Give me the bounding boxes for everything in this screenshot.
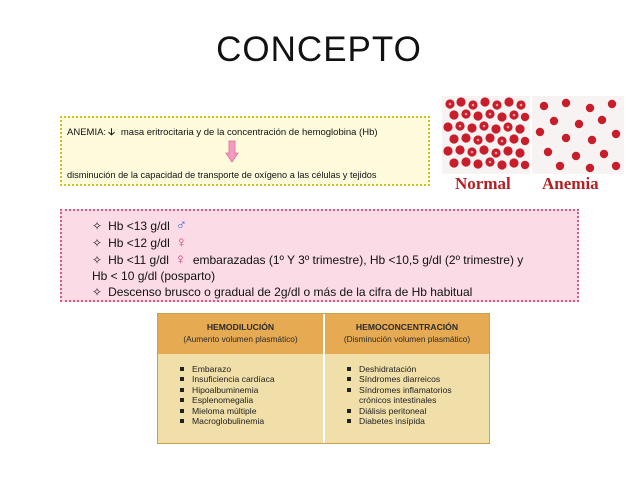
female-symbol-icon: ♀ (175, 234, 188, 251)
criteria-item-postpartum: Hb < 10 g/dl (posparto) (92, 269, 216, 283)
hemoglobin-criteria-box (60, 209, 579, 302)
list-item: Insuficiencia cardíaca (180, 374, 275, 384)
definition-line-1-text: masa eritrocitaria y de la concentración de hemoglobina (Hb) (120, 127, 378, 138)
list-item: Macroglobulinemia (180, 416, 275, 426)
list-item: Embarazo (180, 364, 275, 374)
list-item: Síndromes diarreicos (347, 374, 452, 384)
anemia-label: Anemia (542, 174, 599, 193)
page-title: CONCEPTO (216, 30, 422, 69)
definition-box (60, 116, 430, 186)
anemia-blood-cells-image (532, 96, 624, 174)
down-arrow-icon: 🡣 (108, 127, 115, 138)
male-symbol-icon: ♂ (175, 217, 188, 234)
list-item: Hipoalbuminemia (180, 385, 275, 395)
criteria-item-female (92, 235, 187, 251)
list-item: Mieloma múltiple (180, 406, 275, 416)
criteria-text: Hb <12 g/dl (108, 236, 170, 250)
definition-line-2: disminución de la capacidad de transporte de oxígeno a las células y tejidos (67, 170, 377, 180)
hemoconcentration-subtitle: (Disminución volumen plasmático) (343, 334, 471, 344)
star-bullet-icon: ✧ (92, 219, 103, 233)
definition-line-1 (67, 125, 378, 141)
normal-blood-cells-image (442, 96, 530, 174)
criteria-item-male (92, 218, 187, 234)
criteria-text: Descenso brusco o gradual de 2g/dl o más de la cifra de Hb habitual (108, 285, 473, 299)
star-bullet-icon: ✧ (92, 236, 103, 250)
list-item: Síndromes inflamatorios (347, 385, 452, 395)
female-symbol-icon: ♀ (174, 251, 187, 268)
column-divider (323, 314, 325, 443)
list-item: Deshidratación (347, 364, 452, 374)
hemoconcentration-list (347, 364, 452, 426)
criteria-item-pregnant (92, 252, 523, 268)
star-bullet-icon: ✧ (92, 253, 103, 267)
hemodilution-list (180, 364, 275, 426)
list-item: Esplenomegalia (180, 395, 275, 405)
criteria-text-rest: embarazadas (1º Y 3º trimestre), Hb <10,5 g/dl (2º trimestre) y (192, 253, 524, 267)
hemodilution-title: HEMODILUCIÓN (206, 322, 275, 332)
anemia-prefix: ANEMIA: (67, 127, 107, 138)
hemoconcentration-header (325, 314, 489, 354)
criteria-item-descent (92, 284, 472, 300)
hemodilution-subtitle: (Aumento volumen plasmático) (183, 334, 298, 344)
list-item-continuation: crónicos intestinales (359, 395, 437, 406)
arrow-down-icon (225, 140, 239, 164)
list-item: Diabetes insípida (347, 416, 452, 426)
criteria-text: Hb <11 g/dl (108, 253, 169, 267)
list-item: Diálisis peritoneal (347, 406, 452, 416)
hemoconcentration-title: HEMOCONCENTRACIÓN (355, 322, 459, 332)
normal-label: Normal (455, 174, 511, 193)
criteria-text: Hb <13 g/dl (108, 219, 170, 233)
hemodilution-header (158, 314, 323, 354)
star-bullet-icon: ✧ (92, 285, 103, 299)
hemodilution-hemoconcentration-table (157, 313, 490, 444)
